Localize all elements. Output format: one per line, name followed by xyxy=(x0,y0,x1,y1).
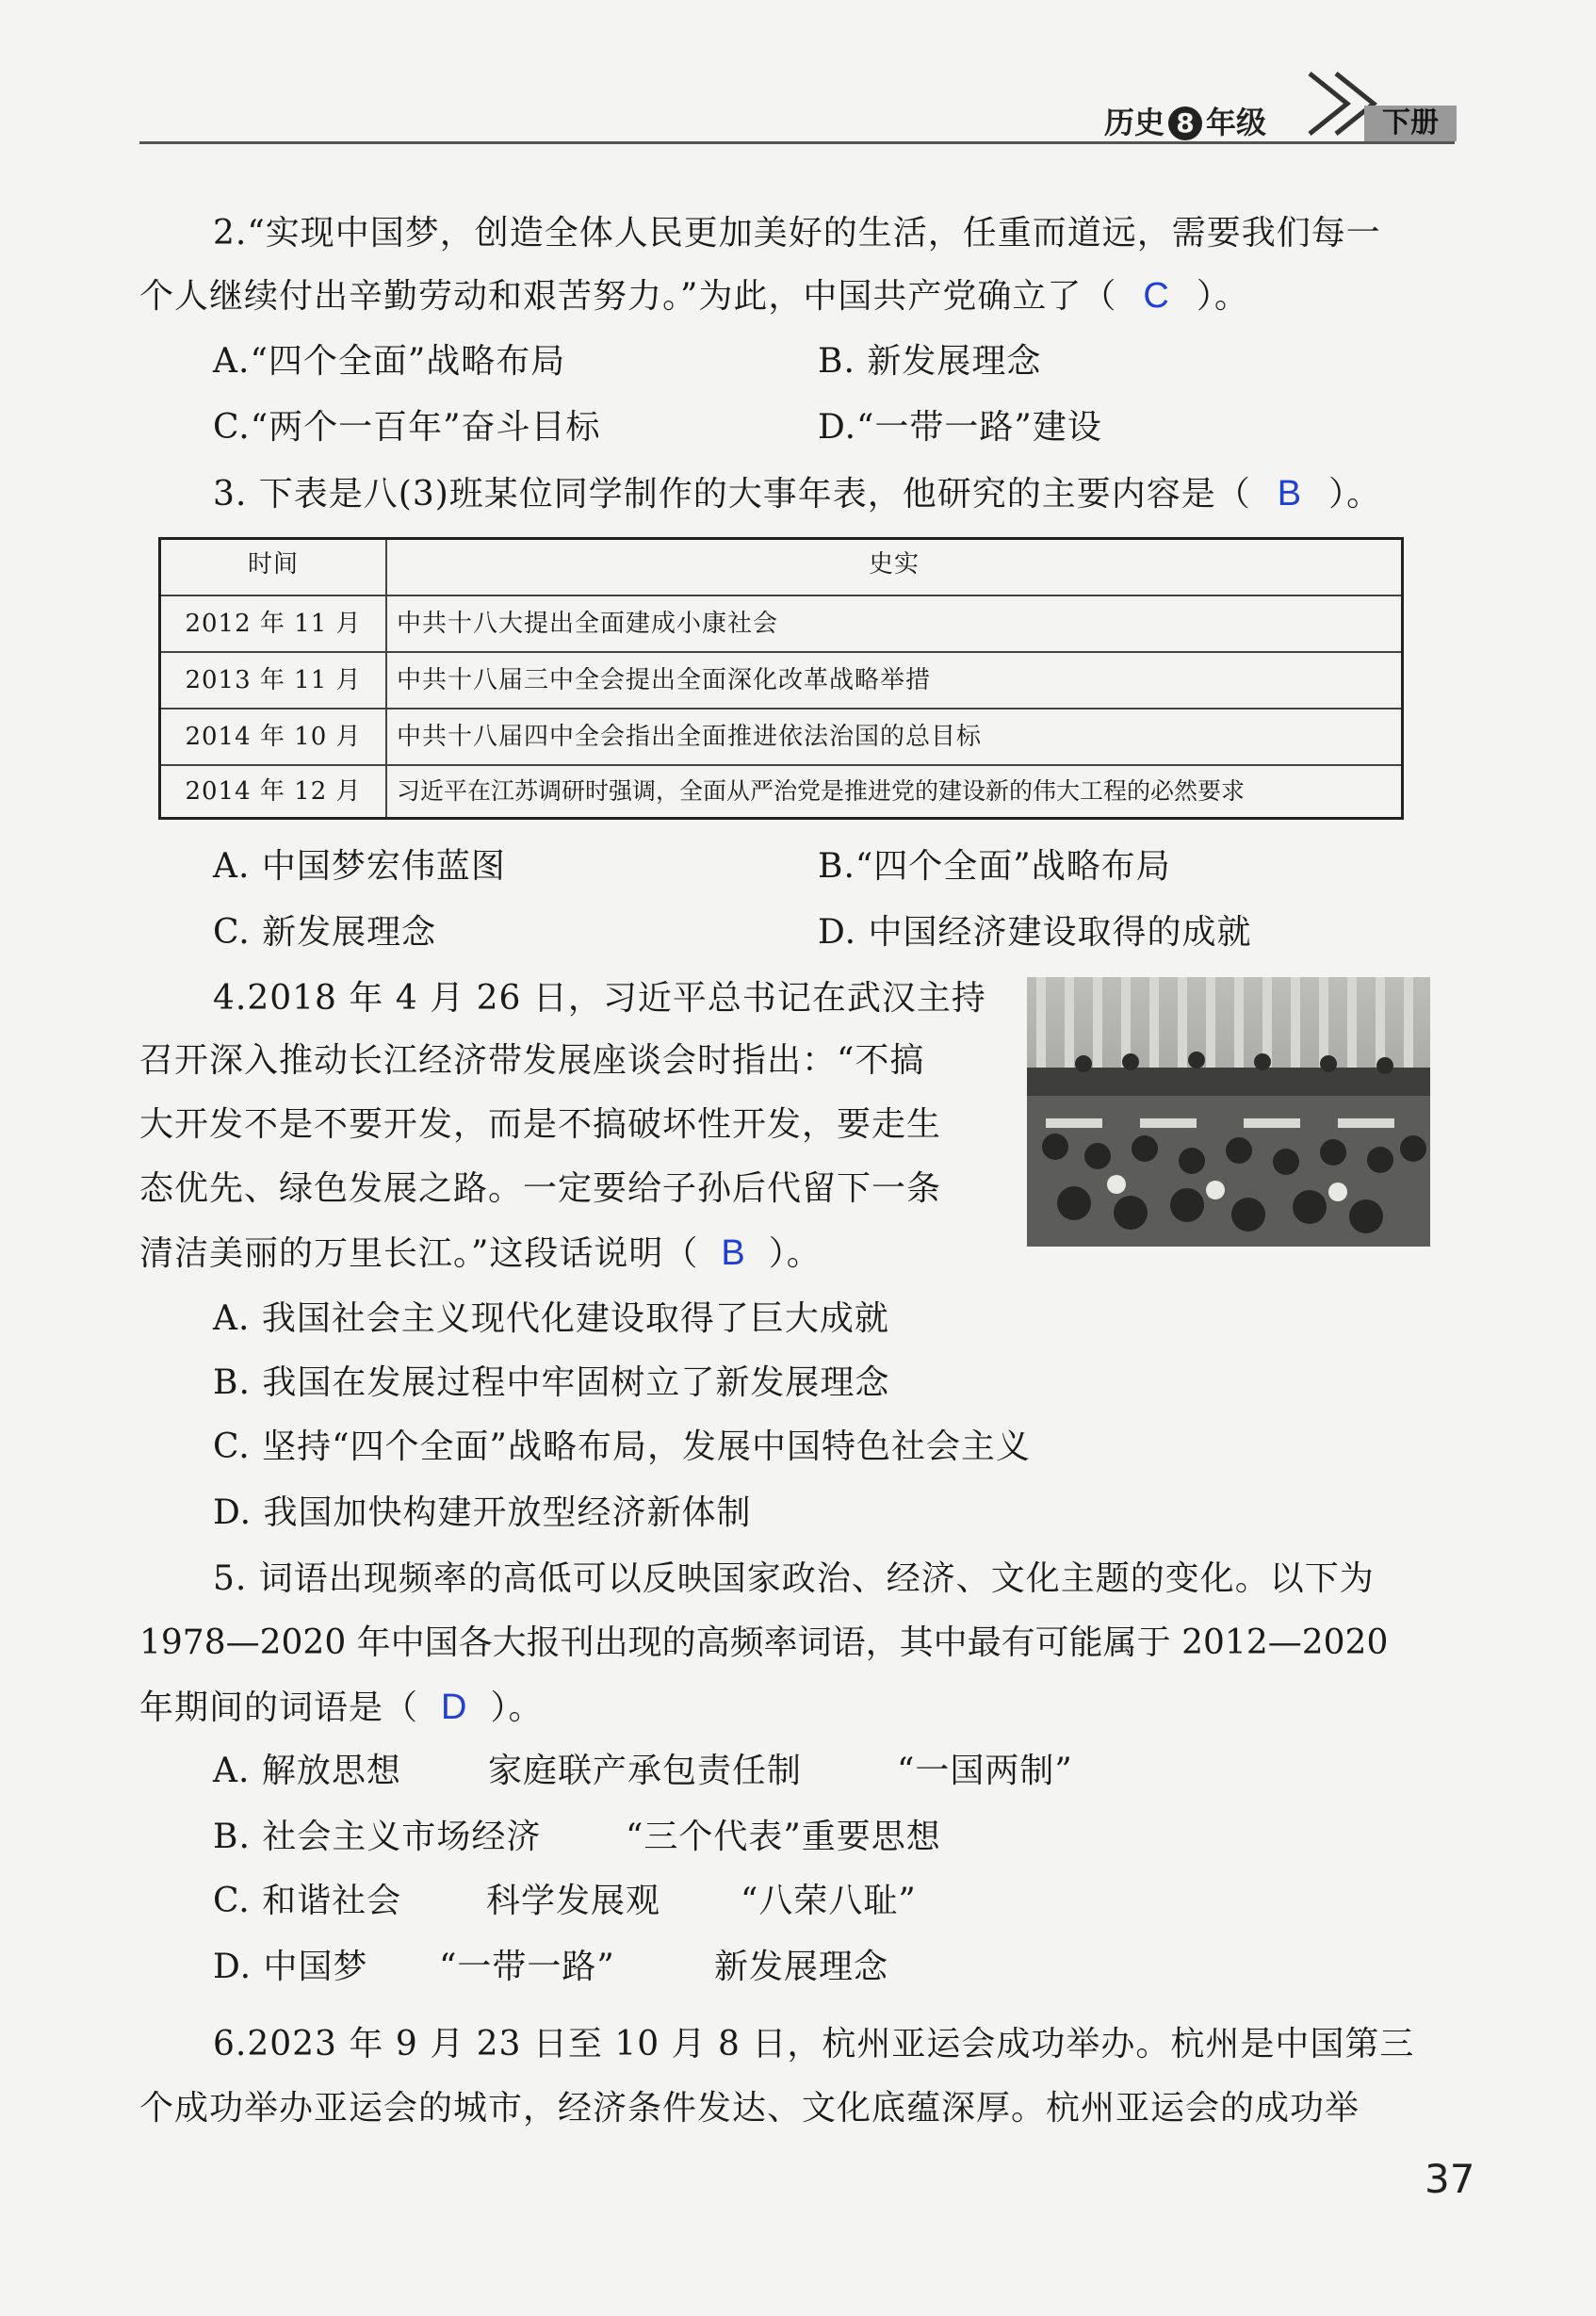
chronology-table xyxy=(158,537,1404,820)
table-cell-fact: 中共十八届三中全会提出全面深化改革战略举措 xyxy=(397,666,932,694)
q3-stem: 3. 下表是八(3)班某位同学制作的大事年表，他研究的主要内容是（ B ）。 xyxy=(213,474,1382,514)
q5-option-b: B. 社会主义市场经济 “三个代表”重要思想 xyxy=(213,1818,941,1856)
q2-option-b: B. 新发展理念 xyxy=(818,342,1042,381)
table-row xyxy=(161,766,1401,817)
q5-answer: D xyxy=(441,1688,468,1727)
q5-line-2: 1978—2020 年中国各大报刊出现的高频率词语，其中最有可能属于 2012—2020 xyxy=(139,1623,1389,1662)
q4-answer: B xyxy=(721,1233,746,1273)
table-cell-fact: 中共十八届四中全会指出全面推进依法治国的总目标 xyxy=(397,723,983,751)
q6-line-1: 6.2023 年 9 月 23 日至 10 月 8 日，杭州亚运会成功举办。杭州是中国第三 xyxy=(213,2025,1415,2063)
q5-option-d: D. 中国梦 “一带一路” 新发展理念 xyxy=(213,1948,889,1986)
q5-option-c: C. 和谐社会 科学发展观 “八荣八耻” xyxy=(213,1882,917,1920)
volume-badge: 下册 xyxy=(1364,106,1457,141)
table-header-time: 时间 xyxy=(161,540,387,595)
header-subject xyxy=(1104,104,1266,141)
q3-option-c: C. 新发展理念 xyxy=(213,913,437,952)
header-rule xyxy=(139,141,1455,144)
q6-line-2: 个成功举办亚运会的城市，经济条件发达、文化底蕴深厚。杭州亚运会的成功举 xyxy=(139,2089,1360,2128)
q2-option-c: C.“两个一百年”奋斗目标 xyxy=(213,408,601,447)
q3-option-b: B.“四个全面”战略布局 xyxy=(818,847,1171,886)
q4-option-d: D. 我国加快构建开放型经济新体制 xyxy=(213,1493,752,1532)
q5-line-3: 年期间的词语是（ D ）。 xyxy=(139,1688,544,1727)
q4-option-b: B. 我国在发展过程中牢固树立了新发展理念 xyxy=(213,1363,890,1402)
page-number: 37 xyxy=(1425,2156,1475,2202)
table-row xyxy=(161,709,1401,766)
q2-option-a: A.“四个全面”战略布局 xyxy=(213,342,566,381)
table-cell-time: 2013 年 11 月 xyxy=(161,653,387,708)
q2-line-2: 个人继续付出辛勤劳动和艰苦努力。”为此，中国共产党确立了（ C ）。 xyxy=(139,276,1249,316)
q4-line-1: 4.2018 年 4 月 26 日，习近平总书记在武汉主持 xyxy=(213,979,986,1018)
grade-label: 年级 xyxy=(1206,105,1267,140)
table-row xyxy=(161,596,1401,653)
q3-option-a: A. 中国梦宏伟蓝图 xyxy=(213,847,506,886)
table-cell-fact: 中共十八大提出全面建成小康社会 xyxy=(397,610,779,638)
q4-line-2: 召开深入推动长江经济带发展座谈会时指出：“不搞 xyxy=(139,1041,925,1080)
table-cell-time: 2014 年 12 月 xyxy=(161,766,387,817)
q4-line-5: 清洁美丽的万里长江。”这段话说明（ B ）。 xyxy=(139,1233,822,1273)
q5-line-1: 5. 词语出现频率的高低可以反映国家政治、经济、文化主题的变化。以下为 xyxy=(213,1559,1375,1598)
table-header-row xyxy=(161,540,1401,596)
table-cell-fact: 习近平在江苏调研时强调，全面从严治党是推进党的建设新的伟大工程的必然要求 xyxy=(397,777,1246,805)
q3-option-d: D. 中国经济建设取得的成就 xyxy=(818,913,1252,952)
q5-option-a: A. 解放思想 家庭联产承包责任制 “一国两制” xyxy=(213,1752,1073,1790)
table-row xyxy=(161,653,1401,709)
q4-option-c: C. 坚持“四个全面”战略布局，发展中国特色社会主义 xyxy=(213,1427,1031,1466)
q3-answer: B xyxy=(1277,474,1303,514)
q2-option-d: D.“一带一路”建设 xyxy=(818,408,1102,447)
q4-line-4: 态优先、绿色发展之路。一定要给子孙后代留下一条 xyxy=(139,1169,942,1208)
q2-answer: C xyxy=(1143,276,1170,316)
grade-number-badge: 8 xyxy=(1168,106,1202,140)
q4-line-3: 大开发不是不要开发，而是不搞破坏性开发，要走生 xyxy=(139,1105,942,1144)
table-cell-time: 2012 年 11 月 xyxy=(161,596,387,651)
q4-option-a: A. 我国社会主义现代化建设取得了巨大成就 xyxy=(213,1299,889,1338)
subject-label: 历史 xyxy=(1104,105,1165,140)
meeting-photo xyxy=(1027,977,1430,1247)
q2-line-1: 2.“实现中国梦，创造全体人民更加美好的生活，任重而道远，需要我们每一 xyxy=(213,214,1381,253)
table-cell-time: 2014 年 10 月 xyxy=(161,709,387,764)
table-header-fact: 史实 xyxy=(868,550,920,579)
